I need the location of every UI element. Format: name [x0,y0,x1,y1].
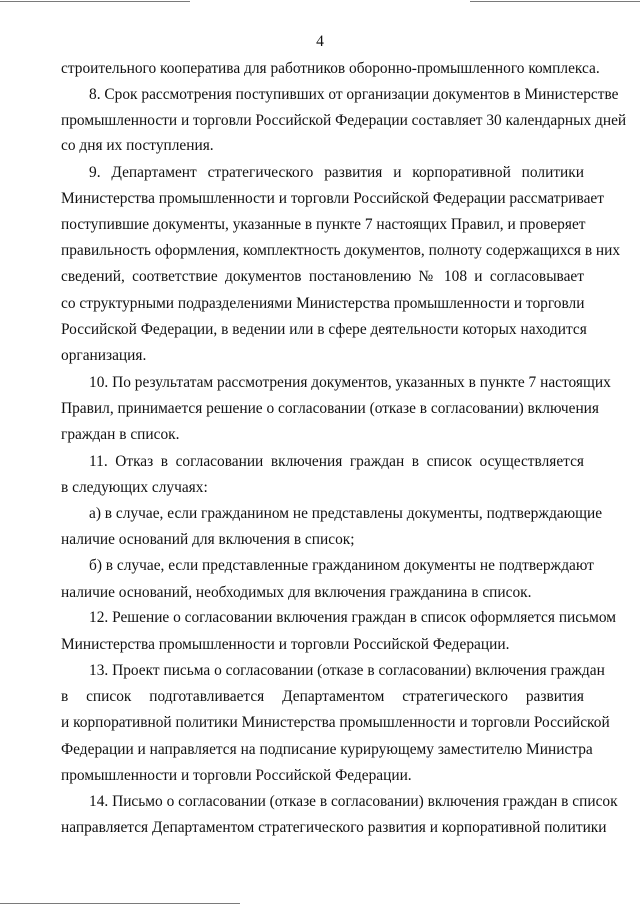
text-line: правильность оформления, комплектность документов, полноту содержащихся в них [61,242,621,259]
text-line: поступившие документы, указанные в пункте 7 настоящих Правил, и проверяет [61,216,586,233]
text-line: Федерации и направляется на подписание курирующему заместителю Министра [61,741,593,758]
text-line: со дня их поступления. [61,137,214,154]
text-line: сведений, соответствие документов постановлению № 108 и согласовывает [61,268,584,285]
text-line: Российской Федерации, в ведении или в сфере деятельности которых находится [61,321,587,338]
text-line: промышленности и торговли Российской Федерации составляет 30 календарных дней [61,112,627,129]
text-line: промышленности и торговли Российской Федерации. [61,767,412,784]
text-line: а) в случае, если гражданином не представлены документы, подтверждающие [89,505,603,522]
text-line: 13. Проект письма о согласовании (отказе в согласовании) включения граждан [89,662,605,679]
text-line: 14. Письмо о согласовании (отказе в согласовании) включения граждан в список [89,793,618,810]
text-line: наличие оснований для включения в список; [61,531,355,548]
text-line: граждан в список. [61,426,180,443]
text-line: Министерства промышленности и торговли Российской Федерации рассматривает [61,190,604,207]
scan-edge-mark-top-right [470,1,640,2]
text-line: в список подготавливается Департаментом стратегического развития [61,688,584,705]
text-line: со структурными подразделениями Министерства промышленности и торговли [61,295,585,312]
scan-edge-mark-top-left [0,1,190,2]
text-line: 12. Решение о согласовании включения граждан в список оформляется письмом [89,609,617,626]
text-line: б) в случае, если представленные гражданином документы не подтверждают [89,557,594,574]
text-line: наличие оснований, необходимых для включения гражданина в список. [61,584,532,601]
text-line: в следующих случаях: [61,479,208,496]
text-line: Министерства промышленности и торговли Российской Федерации. [61,636,510,653]
text-line: направляется Департаментом стратегического развития и корпоративной политики [61,819,607,836]
text-line: Правил, принимается решение о согласовании (отказе в согласовании) включения [61,400,600,417]
text-line: 10. По результатам рассмотрения документов, указанных в пункте 7 настоящих [89,374,611,391]
text-line: и корпоративной политики Министерства промышленности и торговли Российской [61,714,610,731]
text-line: 8. Срок рассмотрения поступивших от организации документов в Министерстве [89,86,619,103]
text-line: строительного кооператива для работников оборонно-промышленного комплекса. [61,60,600,77]
page-number: 4 [316,33,324,50]
text-line: организация. [61,347,147,364]
text-line: 11. Отказ в согласовании включения граждан в список осуществляется [89,453,584,470]
text-line: 9. Департамент стратегического развития и корпоративной политики [89,164,584,181]
scan-edge-mark-bottom [0,903,240,904]
